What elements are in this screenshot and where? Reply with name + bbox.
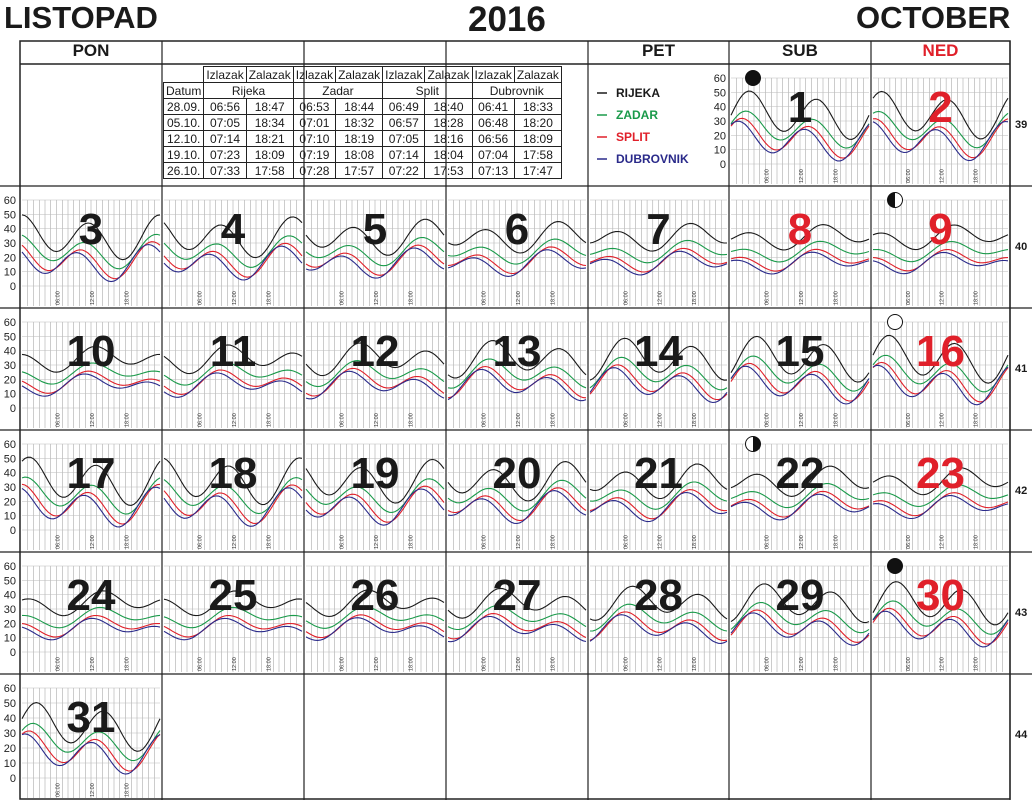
weekday-header: NED [922, 41, 959, 60]
x-tick-label: 18:00 [550, 413, 557, 427]
time-cell: 07:14 [383, 147, 425, 163]
sunrise-sunset-table [163, 66, 562, 179]
time-cell: 18:34 [246, 115, 293, 131]
y-tick-label: 50 [713, 87, 726, 100]
y-tick-label: 60 [3, 439, 16, 451]
time-cell: 17:58 [514, 147, 561, 163]
x-tick-label: 18:00 [124, 783, 131, 797]
time-cell: 17:57 [336, 163, 383, 179]
x-tick-label: 18:00 [266, 413, 273, 427]
x-tick-label: 18:00 [973, 291, 980, 305]
y-tick-label: 0 [9, 647, 16, 659]
x-tick-label: 06:00 [339, 535, 346, 549]
day-number: 17 [66, 449, 116, 498]
x-tick-label: 12:00 [516, 657, 522, 671]
day-number: 9 [928, 205, 953, 254]
x-tick-label: 18:00 [691, 413, 698, 427]
day-number: 20 [492, 449, 542, 498]
day-number: 12 [350, 327, 400, 376]
time-cell: 06:56 [204, 99, 246, 115]
time-cell: 07:10 [293, 131, 335, 147]
weekday-header: PON [72, 41, 110, 60]
time-cell: 07:05 [204, 115, 246, 131]
x-tick-label: 12:00 [374, 657, 380, 671]
time-cell: 07:05 [383, 131, 425, 147]
day-number: 29 [775, 571, 825, 620]
city-header: Split [383, 83, 472, 99]
x-tick-label: 06:00 [764, 535, 771, 549]
y-tick-label: 20 [3, 374, 16, 387]
time-cell: 18:04 [425, 147, 472, 163]
x-tick-label: 06:00 [197, 291, 204, 305]
day-number: 15 [775, 327, 825, 376]
x-tick-label: 12:00 [90, 535, 96, 549]
time-cell: 07:28 [293, 163, 335, 179]
day-number: 30 [916, 571, 965, 620]
legend-label: RIJEKA [616, 86, 661, 100]
x-tick-label: 18:00 [124, 657, 131, 671]
x-tick-label: 12:00 [939, 657, 946, 671]
y-tick-label: 30 [3, 728, 16, 740]
time-cell: 18:28 [425, 115, 472, 131]
table-row [164, 131, 562, 147]
x-tick-label: 06:00 [764, 657, 771, 671]
city-header: Dubrovnik [472, 83, 561, 99]
y-tick-label: 50 [3, 209, 16, 222]
x-tick-label: 06:00 [481, 291, 488, 305]
x-tick-label: 06:00 [55, 535, 62, 549]
table-header: Izlazak [293, 67, 335, 83]
x-tick-label: 06:00 [905, 535, 912, 549]
x-tick-label: 12:00 [939, 535, 946, 549]
time-cell: 18:32 [336, 115, 383, 131]
time-cell: 07:19 [293, 147, 335, 163]
y-tick-label: 60 [3, 561, 16, 573]
week-number: 39 [1015, 119, 1028, 131]
table-row [164, 115, 562, 131]
time-cell: 18:33 [514, 99, 561, 115]
day-number: 1 [787, 83, 813, 132]
time-cell: 07:23 [204, 147, 246, 163]
day-number: 10 [66, 327, 116, 376]
time-cell: 18:20 [514, 115, 561, 131]
y-tick-label: 30 [3, 604, 16, 616]
x-tick-label: 18:00 [408, 413, 415, 427]
time-cell: 06:57 [383, 115, 425, 131]
day-number: 27 [492, 571, 542, 620]
day-number: 5 [362, 205, 388, 254]
time-cell: 18:08 [336, 147, 383, 163]
day-number: 13 [492, 327, 542, 376]
y-tick-label: 60 [3, 195, 16, 207]
x-tick-label: 12:00 [90, 291, 96, 305]
x-tick-label: 12:00 [90, 783, 96, 797]
x-tick-label: 06:00 [481, 657, 488, 671]
x-tick-label: 18:00 [833, 535, 840, 549]
x-tick-label: 06:00 [905, 657, 912, 671]
day-number: 14 [634, 327, 683, 376]
y-tick-label: 40 [713, 101, 726, 114]
time-cell: 18:21 [246, 131, 293, 147]
x-tick-label: 18:00 [550, 657, 557, 671]
y-tick-label: 0 [719, 159, 726, 171]
x-tick-label: 18:00 [833, 291, 840, 305]
month-local-title: LISTOPAD [4, 0, 158, 35]
time-cell: 17:47 [514, 163, 561, 179]
moon-phase-first-quarter-icon [887, 192, 903, 208]
x-tick-label: 18:00 [124, 535, 131, 549]
day-number: 23 [916, 449, 965, 498]
week-number: 44 [1015, 729, 1028, 741]
x-tick-label: 12:00 [516, 291, 522, 305]
x-tick-label: 06:00 [197, 535, 204, 549]
y-tick-label: 20 [3, 743, 16, 755]
x-tick-label: 18:00 [833, 169, 840, 183]
y-tick-label: 0 [9, 403, 16, 415]
x-tick-label: 06:00 [764, 169, 771, 183]
x-tick-label: 18:00 [691, 535, 698, 549]
y-tick-label: 20 [713, 130, 726, 143]
x-tick-label: 06:00 [55, 291, 62, 305]
y-tick-label: 40 [3, 713, 16, 725]
x-tick-label: 12:00 [374, 413, 380, 427]
y-tick-label: 30 [3, 482, 16, 494]
x-tick-label: 12:00 [90, 657, 96, 671]
year-title: 2016 [468, 0, 546, 39]
weekday-header: SUB [782, 41, 818, 60]
y-tick-label: 20 [3, 496, 16, 509]
y-tick-label: 40 [3, 467, 16, 480]
x-tick-label: 12:00 [657, 413, 664, 427]
x-tick-label: 18:00 [973, 169, 980, 183]
time-cell: 18:09 [514, 131, 561, 147]
day-number: 24 [66, 571, 116, 620]
moon-phase-new-icon [887, 558, 903, 574]
x-tick-label: 06:00 [623, 535, 630, 549]
week-number: 40 [1015, 241, 1028, 253]
day-number: 11 [209, 327, 257, 376]
time-cell: 06:53 [293, 99, 335, 115]
x-tick-label: 12:00 [516, 535, 522, 549]
time-cell: 06:56 [472, 131, 514, 147]
time-cell: 18:16 [425, 131, 472, 147]
x-tick-label: 18:00 [833, 657, 840, 671]
x-tick-label: 06:00 [623, 291, 630, 305]
x-tick-label: 12:00 [90, 413, 96, 427]
time-cell: 06:49 [383, 99, 425, 115]
x-tick-label: 06:00 [339, 657, 346, 671]
table-header: Zalazak [425, 67, 472, 83]
x-tick-label: 12:00 [799, 535, 805, 549]
x-tick-label: 06:00 [623, 657, 630, 671]
x-tick-label: 06:00 [905, 291, 912, 305]
x-tick-label: 06:00 [339, 291, 346, 305]
date-cell: 05.10. [164, 115, 204, 131]
date-cell: 28.09. [164, 99, 204, 115]
x-tick-label: 06:00 [764, 413, 771, 427]
y-tick-label: 10 [3, 510, 16, 523]
x-tick-label: 06:00 [481, 413, 488, 427]
table-header: Zalazak [336, 67, 383, 83]
time-cell: 17:58 [246, 163, 293, 179]
y-tick-label: 10 [3, 632, 16, 645]
x-tick-label: 18:00 [691, 291, 698, 305]
table-header: Izlazak [383, 67, 425, 83]
legend-label: ZADAR [616, 108, 658, 122]
legend-label: SPLIT [616, 130, 651, 144]
y-tick-label: 60 [713, 73, 726, 85]
y-tick-label: 10 [3, 266, 16, 279]
weekday-header: PET [641, 41, 676, 60]
y-tick-label: 30 [3, 238, 16, 250]
week-number: 42 [1015, 485, 1028, 497]
x-tick-label: 12:00 [232, 535, 238, 549]
x-tick-label: 12:00 [939, 169, 946, 183]
x-tick-label: 12:00 [657, 291, 664, 305]
y-tick-label: 20 [3, 252, 16, 265]
time-cell: 18:47 [246, 99, 293, 115]
x-tick-label: 06:00 [55, 783, 62, 797]
x-tick-label: 12:00 [374, 291, 380, 305]
x-tick-label: 12:00 [799, 413, 805, 427]
x-tick-label: 06:00 [481, 535, 488, 549]
x-tick-label: 06:00 [339, 413, 346, 427]
table-header: Zalazak [514, 67, 561, 83]
day-number: 22 [775, 449, 825, 498]
x-tick-label: 12:00 [232, 291, 238, 305]
x-tick-label: 18:00 [691, 657, 698, 671]
day-number: 7 [646, 205, 671, 254]
y-tick-label: 50 [3, 698, 16, 710]
day-number: 6 [504, 205, 530, 254]
day-number: 31 [66, 693, 116, 742]
day-number: 18 [208, 449, 258, 498]
legend-label: DUBROVNIK [616, 152, 689, 166]
y-tick-label: 30 [3, 360, 16, 372]
y-tick-label: 10 [713, 144, 726, 157]
time-cell: 18:44 [336, 99, 383, 115]
x-tick-label: 06:00 [623, 413, 630, 427]
x-tick-label: 18:00 [973, 657, 980, 671]
y-tick-label: 30 [713, 116, 726, 128]
x-tick-label: 12:00 [939, 291, 946, 305]
time-cell: 07:04 [472, 147, 514, 163]
x-tick-label: 06:00 [55, 413, 62, 427]
y-tick-label: 20 [3, 618, 16, 631]
time-cell: 07:13 [472, 163, 514, 179]
x-tick-label: 12:00 [799, 291, 805, 305]
city-header: Rijeka [204, 83, 293, 99]
x-tick-label: 06:00 [764, 291, 771, 305]
day-number: 2 [928, 83, 953, 132]
y-tick-label: 0 [9, 281, 16, 293]
x-tick-label: 12:00 [799, 169, 805, 183]
y-tick-label: 40 [3, 345, 16, 358]
time-cell: 18:09 [246, 147, 293, 163]
time-cell: 18:19 [336, 131, 383, 147]
table-row [164, 147, 562, 163]
week-number: 43 [1015, 607, 1028, 619]
day-number: 28 [634, 571, 683, 620]
y-tick-label: 60 [3, 683, 16, 695]
y-tick-label: 60 [3, 317, 16, 329]
x-tick-label: 12:00 [516, 413, 522, 427]
x-tick-label: 18:00 [833, 413, 840, 427]
time-cell: 07:14 [204, 131, 246, 147]
day-number: 21 [634, 449, 683, 498]
time-cell: 07:01 [293, 115, 335, 131]
table-row [164, 99, 562, 115]
x-tick-label: 12:00 [657, 657, 664, 671]
table-header: Zalazak [246, 67, 293, 83]
x-tick-label: 18:00 [408, 535, 415, 549]
day-number: 16 [916, 327, 965, 376]
y-tick-label: 50 [3, 575, 16, 588]
y-tick-label: 40 [3, 223, 16, 236]
y-tick-label: 10 [3, 758, 16, 770]
date-cell: 26.10. [164, 163, 204, 179]
x-tick-label: 06:00 [55, 657, 62, 671]
day-number: 8 [787, 205, 813, 254]
month-en-title: OCTOBER [856, 0, 1011, 35]
y-tick-label: 10 [3, 388, 16, 401]
x-tick-label: 06:00 [905, 413, 912, 427]
day-number: 26 [350, 571, 400, 620]
x-tick-label: 18:00 [973, 413, 980, 427]
x-tick-label: 12:00 [374, 535, 380, 549]
day-number: 4 [220, 205, 246, 254]
table-row [164, 163, 562, 179]
x-tick-label: 12:00 [657, 535, 664, 549]
x-tick-label: 12:00 [939, 413, 946, 427]
day-number: 25 [208, 571, 258, 620]
x-tick-label: 18:00 [266, 657, 273, 671]
week-number: 41 [1015, 363, 1028, 375]
date-cell: 19.10. [164, 147, 204, 163]
time-cell: 06:41 [472, 99, 514, 115]
x-tick-label: 18:00 [124, 291, 131, 305]
table-header: Izlazak [472, 67, 514, 83]
x-tick-label: 12:00 [799, 657, 805, 671]
time-cell: 18:40 [425, 99, 472, 115]
time-cell: 17:53 [425, 163, 472, 179]
y-tick-label: 40 [3, 589, 16, 602]
y-tick-label: 50 [3, 453, 16, 466]
day-number: 19 [350, 449, 400, 498]
moon-phase-full-icon [887, 314, 903, 330]
date-column-header: Datum [164, 83, 204, 99]
x-tick-label: 18:00 [408, 657, 415, 671]
x-tick-label: 18:00 [550, 291, 557, 305]
city-header: Zadar [293, 83, 382, 99]
x-tick-label: 18:00 [124, 413, 131, 427]
time-cell: 07:33 [204, 163, 246, 179]
x-tick-label: 06:00 [197, 413, 204, 427]
y-tick-label: 50 [3, 331, 16, 344]
x-tick-label: 06:00 [905, 169, 912, 183]
x-tick-label: 06:00 [197, 657, 204, 671]
time-cell: 06:48 [472, 115, 514, 131]
y-tick-label: 0 [9, 773, 16, 785]
x-tick-label: 12:00 [232, 657, 238, 671]
x-tick-label: 12:00 [232, 413, 238, 427]
x-tick-label: 18:00 [266, 535, 273, 549]
date-cell: 12.10. [164, 131, 204, 147]
x-tick-label: 18:00 [266, 291, 273, 305]
y-tick-label: 0 [9, 525, 16, 537]
moon-phase-last-quarter-icon [745, 436, 761, 452]
day-number: 3 [78, 205, 104, 254]
time-cell: 07:22 [383, 163, 425, 179]
x-tick-label: 18:00 [550, 535, 557, 549]
x-tick-label: 18:00 [973, 535, 980, 549]
x-tick-label: 18:00 [408, 291, 415, 305]
moon-phase-new-icon [745, 70, 761, 86]
table-header: Izlazak [204, 67, 246, 83]
